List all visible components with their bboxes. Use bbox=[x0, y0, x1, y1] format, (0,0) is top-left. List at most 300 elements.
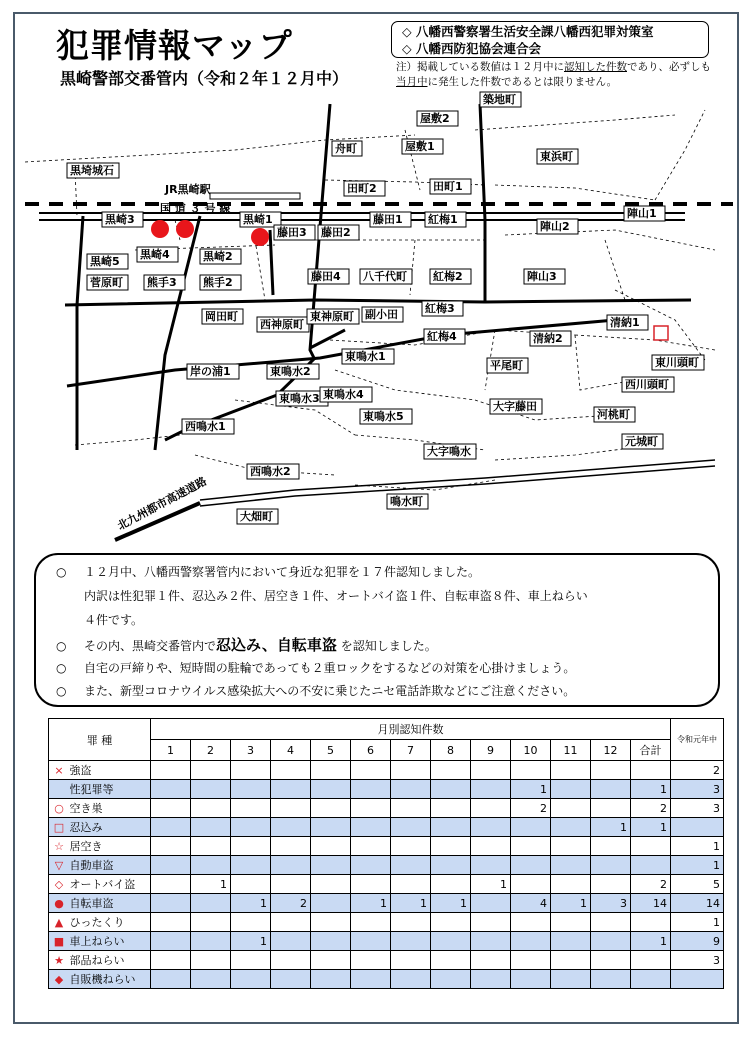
month-count-cell bbox=[591, 761, 631, 780]
crime-symbol-icon: □ bbox=[53, 821, 65, 834]
summary-line-5: ○ 自宅の戸締りや、短時間の駐輪であっても２重ロックをするなどの対策を心掛けましょう。 bbox=[56, 661, 576, 675]
area-label: 陣山1 bbox=[627, 207, 657, 220]
area-label: 菅原町 bbox=[90, 276, 123, 289]
previous-year-cell: 9 bbox=[671, 932, 724, 951]
month-count-cell bbox=[311, 875, 351, 894]
month-count-cell bbox=[551, 780, 591, 799]
summary-line-4: ○ その内、黒崎交番管内で忍込み、自転車盗 を認知しました。 bbox=[56, 636, 437, 654]
crime-name: 空き巣 bbox=[66, 802, 103, 815]
crime-symbol-icon: ▽ bbox=[54, 859, 64, 872]
table-row bbox=[49, 818, 724, 837]
crime-type-cell bbox=[49, 761, 151, 780]
month-count-cell bbox=[271, 951, 311, 970]
previous-year-cell bbox=[671, 818, 724, 837]
note-suffix: に発生した件数であるとは限りません。 bbox=[427, 76, 618, 88]
month-count-cell bbox=[471, 837, 511, 856]
month-count-cell bbox=[431, 932, 471, 951]
month-count-cell bbox=[471, 780, 511, 799]
month-count-cell: 1 bbox=[431, 894, 471, 913]
month-count-cell bbox=[471, 951, 511, 970]
area-label: 黒崎1 bbox=[243, 213, 273, 226]
table-row bbox=[49, 799, 724, 818]
month-count-cell bbox=[151, 761, 191, 780]
area-label: 河桃町 bbox=[597, 408, 630, 421]
monthly-count-header: 月別認知件数 bbox=[151, 719, 671, 740]
area-label: 東鳴水2 bbox=[270, 365, 311, 378]
crime-name: ひったくり bbox=[66, 916, 125, 929]
month-count-cell bbox=[191, 761, 231, 780]
month-count-cell bbox=[551, 799, 591, 818]
month-count-cell: 1 bbox=[471, 875, 511, 894]
table-body bbox=[49, 761, 724, 989]
crime-name: 自動車盗 bbox=[66, 859, 114, 872]
crime-type-cell bbox=[49, 951, 151, 970]
summary-line-6: ○ また、新型コロナウイルス感染拡大への不安に乗じたニセ電話詐欺などにご注意ください。 bbox=[56, 684, 576, 698]
month-count-cell bbox=[311, 913, 351, 932]
org-line-1: ◇ 八幡西警察署生活安全課八幡西犯罪対策室 bbox=[402, 24, 654, 39]
area-label: 清納2 bbox=[533, 332, 563, 345]
area-label: 屋敷2 bbox=[420, 112, 450, 125]
month-count-cell bbox=[351, 875, 391, 894]
month-count-cell: 1 bbox=[511, 780, 551, 799]
month-count-cell bbox=[351, 761, 391, 780]
month-count-cell bbox=[351, 913, 391, 932]
month-count-cell bbox=[271, 818, 311, 837]
month-count-cell bbox=[231, 780, 271, 799]
note-middle: であり、必ずしも bbox=[627, 61, 711, 73]
month-count-cell bbox=[591, 913, 631, 932]
table-row bbox=[49, 761, 724, 780]
crime-map bbox=[15, 90, 741, 545]
month-count-cell bbox=[231, 913, 271, 932]
month-count-cell bbox=[591, 932, 631, 951]
area-label: 八千代町 bbox=[363, 270, 407, 283]
month-header: 6 bbox=[351, 740, 391, 761]
total-cell bbox=[631, 970, 671, 989]
month-count-cell bbox=[151, 799, 191, 818]
month-count-cell bbox=[151, 856, 191, 875]
disclaimer-note bbox=[396, 60, 736, 90]
month-count-cell bbox=[191, 913, 231, 932]
crime-statistics-table bbox=[48, 718, 724, 989]
crime-name: 忍込み bbox=[66, 821, 103, 834]
month-count-cell bbox=[391, 875, 431, 894]
month-header: 10 bbox=[511, 740, 551, 761]
month-count-cell bbox=[391, 761, 431, 780]
month-header: 5 bbox=[311, 740, 351, 761]
area-label: 岸の浦1 bbox=[190, 365, 231, 378]
month-header: 4 bbox=[271, 740, 311, 761]
crime-type-header: 罪 種 bbox=[49, 719, 151, 761]
area-label: 平尾町 bbox=[490, 359, 523, 372]
total-cell bbox=[631, 856, 671, 875]
month-count-cell bbox=[511, 970, 551, 989]
area-label: 田町1 bbox=[433, 180, 463, 193]
month-count-cell: 1 bbox=[231, 932, 271, 951]
crime-name: 自転車盗 bbox=[66, 897, 114, 910]
month-count-cell bbox=[431, 970, 471, 989]
area-label: 藤田2 bbox=[321, 226, 351, 239]
month-count-cell bbox=[191, 837, 231, 856]
month-count-cell bbox=[191, 951, 231, 970]
organization-box bbox=[391, 21, 709, 58]
month-count-cell bbox=[431, 913, 471, 932]
month-count-cell bbox=[471, 913, 511, 932]
month-count-cell bbox=[231, 818, 271, 837]
area-label: 清納1 bbox=[610, 316, 640, 329]
crime-name: 自販機ねらい bbox=[66, 973, 136, 986]
total-cell bbox=[631, 837, 671, 856]
crime-type-cell bbox=[49, 780, 151, 799]
month-header: 3 bbox=[231, 740, 271, 761]
month-count-cell bbox=[511, 761, 551, 780]
area-label: 陣山2 bbox=[540, 220, 570, 233]
month-count-cell bbox=[431, 837, 471, 856]
area-label: 元城町 bbox=[625, 435, 658, 448]
area-label: 藤田1 bbox=[373, 213, 403, 226]
month-count-cell bbox=[351, 951, 391, 970]
month-count-cell bbox=[231, 837, 271, 856]
month-count-cell bbox=[471, 970, 511, 989]
month-count-cell bbox=[151, 780, 191, 799]
month-count-cell: 1 bbox=[351, 894, 391, 913]
month-count-cell bbox=[351, 799, 391, 818]
month-count-cell bbox=[511, 837, 551, 856]
month-count-cell: 3 bbox=[591, 894, 631, 913]
crime-name: 居空き bbox=[66, 840, 103, 853]
area-label: 黒崎2 bbox=[203, 250, 233, 263]
month-count-cell bbox=[591, 856, 631, 875]
area-label: 東鳴水1 bbox=[345, 350, 386, 363]
crime-type-cell bbox=[49, 818, 151, 837]
month-count-cell bbox=[431, 818, 471, 837]
month-count-cell bbox=[191, 799, 231, 818]
area-label: 紅梅3 bbox=[425, 302, 455, 315]
month-header: 11 bbox=[551, 740, 591, 761]
summary-line-3: ４件です。 bbox=[84, 613, 144, 627]
area-label: 西神原町 bbox=[260, 318, 304, 331]
bicycle-theft-marker bbox=[151, 220, 169, 238]
crime-symbol-icon: ● bbox=[54, 897, 64, 910]
month-count-cell bbox=[151, 951, 191, 970]
area-label: 熊手3 bbox=[147, 276, 177, 289]
month-count-cell: 2 bbox=[271, 894, 311, 913]
month-count-cell bbox=[311, 951, 351, 970]
month-count-cell bbox=[271, 799, 311, 818]
month-count-cell bbox=[271, 913, 311, 932]
total-cell: 2 bbox=[631, 875, 671, 894]
month-count-cell bbox=[191, 970, 231, 989]
crime-symbol-icon: ◇ bbox=[54, 878, 64, 891]
bicycle-theft-marker bbox=[251, 228, 269, 246]
month-count-cell bbox=[351, 780, 391, 799]
area-label: 熊手2 bbox=[203, 276, 233, 289]
summary-line-2: 内訳は性犯罪１件、忍込み２件、居空き１件、オートバイ盗１件、自転車盗８件、車上ねらい bbox=[84, 589, 588, 603]
area-label: 東鳴水5 bbox=[363, 410, 404, 423]
previous-year-header: 令和元年中 bbox=[671, 719, 724, 761]
previous-year-cell: 14 bbox=[671, 894, 724, 913]
month-count-cell bbox=[271, 761, 311, 780]
jr-kurosaki-station bbox=[164, 182, 300, 199]
month-count-cell bbox=[591, 951, 631, 970]
crime-name: 車上ねらい bbox=[66, 935, 125, 948]
month-count-cell bbox=[191, 780, 231, 799]
previous-year-cell: 1 bbox=[671, 856, 724, 875]
crime-symbol-icon: ◆ bbox=[54, 973, 64, 986]
month-header: 2 bbox=[191, 740, 231, 761]
area-label: 舟町 bbox=[335, 142, 357, 155]
bicycle-theft-marker bbox=[176, 220, 194, 238]
month-count-cell bbox=[191, 856, 231, 875]
total-cell: 1 bbox=[631, 932, 671, 951]
month-header-row bbox=[49, 740, 724, 761]
month-count-cell bbox=[151, 970, 191, 989]
area-label: 岡田町 bbox=[205, 310, 238, 323]
area-label: 東川頭町 bbox=[655, 356, 699, 369]
area-label: 東浜町 bbox=[540, 150, 573, 163]
crime-type-cell bbox=[49, 970, 151, 989]
month-count-cell bbox=[551, 837, 591, 856]
previous-year-cell: 1 bbox=[671, 837, 724, 856]
area-label: 田町2 bbox=[347, 182, 377, 195]
month-header: 1 bbox=[151, 740, 191, 761]
crime-symbol-icon: × bbox=[54, 764, 64, 777]
total-header: 合計 bbox=[631, 740, 671, 761]
crime-symbol-icon: ▲ bbox=[54, 916, 64, 929]
previous-year-cell: 3 bbox=[671, 780, 724, 799]
month-header: 8 bbox=[431, 740, 471, 761]
table-row bbox=[49, 913, 724, 932]
month-count-cell: 2 bbox=[511, 799, 551, 818]
total-cell bbox=[631, 951, 671, 970]
note-underlined-1: 認知した件数 bbox=[564, 61, 627, 73]
month-count-cell bbox=[311, 780, 351, 799]
month-count-cell bbox=[271, 856, 311, 875]
month-count-cell bbox=[511, 856, 551, 875]
month-count-cell bbox=[431, 761, 471, 780]
month-count-cell bbox=[511, 875, 551, 894]
area-label: 西川頭町 bbox=[625, 378, 669, 391]
area-label: 黒崎4 bbox=[140, 248, 170, 261]
month-count-cell bbox=[391, 951, 431, 970]
month-count-cell bbox=[551, 875, 591, 894]
area-label: 築地町 bbox=[483, 93, 516, 106]
month-count-cell bbox=[591, 799, 631, 818]
month-count-cell bbox=[431, 780, 471, 799]
area-labels bbox=[67, 92, 704, 524]
crime-type-cell bbox=[49, 932, 151, 951]
area-label: 西鳴水1 bbox=[185, 420, 226, 433]
page-subtitle: 黒崎警部交番管内（令和２年１２月中） bbox=[60, 69, 349, 88]
month-count-cell bbox=[511, 932, 551, 951]
table-row bbox=[49, 875, 724, 894]
month-count-cell bbox=[311, 818, 351, 837]
month-count-cell bbox=[351, 970, 391, 989]
month-count-cell bbox=[151, 894, 191, 913]
month-count-cell bbox=[551, 856, 591, 875]
month-count-cell bbox=[191, 932, 231, 951]
month-count-cell bbox=[271, 780, 311, 799]
month-count-cell bbox=[271, 837, 311, 856]
table-row bbox=[49, 856, 724, 875]
summary-box bbox=[34, 553, 720, 707]
month-count-cell bbox=[311, 894, 351, 913]
month-count-cell bbox=[551, 818, 591, 837]
area-label: 東神原町 bbox=[310, 310, 354, 323]
crime-name: 性犯罪等 bbox=[66, 783, 114, 796]
area-label: 屋敷1 bbox=[405, 140, 435, 153]
month-count-cell: 1 bbox=[551, 894, 591, 913]
month-count-cell bbox=[471, 818, 511, 837]
table-row bbox=[49, 894, 724, 913]
month-count-cell bbox=[551, 932, 591, 951]
month-count-cell bbox=[431, 799, 471, 818]
month-count-cell bbox=[471, 856, 511, 875]
month-count-cell bbox=[231, 875, 271, 894]
month-count-cell bbox=[311, 932, 351, 951]
month-count-cell bbox=[391, 856, 431, 875]
month-count-cell bbox=[471, 894, 511, 913]
month-count-cell bbox=[511, 913, 551, 932]
month-count-cell bbox=[311, 837, 351, 856]
month-header: 12 bbox=[591, 740, 631, 761]
total-cell bbox=[631, 913, 671, 932]
crime-type-cell bbox=[49, 856, 151, 875]
month-count-cell bbox=[191, 894, 231, 913]
month-count-cell bbox=[151, 818, 191, 837]
month-count-cell bbox=[551, 913, 591, 932]
month-count-cell bbox=[271, 932, 311, 951]
month-count-cell bbox=[471, 799, 511, 818]
station-label: JR黒崎駅 bbox=[165, 183, 211, 196]
area-label: 陣山3 bbox=[527, 270, 557, 283]
month-count-cell bbox=[151, 837, 191, 856]
area-label: 大字藤田 bbox=[493, 400, 537, 413]
area-label: 藤田3 bbox=[277, 226, 307, 239]
month-count-cell bbox=[551, 761, 591, 780]
month-header: 7 bbox=[391, 740, 431, 761]
month-count-cell bbox=[391, 818, 431, 837]
crime-type-cell bbox=[49, 894, 151, 913]
previous-year-cell: 5 bbox=[671, 875, 724, 894]
month-count-cell bbox=[151, 932, 191, 951]
previous-year-cell bbox=[671, 970, 724, 989]
area-label: 紅梅4 bbox=[427, 330, 457, 343]
crime-symbol-icon: ★ bbox=[54, 954, 64, 967]
month-count-cell bbox=[191, 818, 231, 837]
total-cell: 14 bbox=[631, 894, 671, 913]
table-row bbox=[49, 970, 724, 989]
total-cell: 2 bbox=[631, 799, 671, 818]
org-line-2: ◇ 八幡西防犯協会連合会 bbox=[402, 41, 541, 56]
note-prefix: 注）掲載している数値は１２月中に bbox=[396, 61, 564, 73]
area-label: 紅梅2 bbox=[433, 270, 463, 283]
month-count-cell: 4 bbox=[511, 894, 551, 913]
crime-symbol-icon: ☆ bbox=[54, 840, 64, 853]
area-label: 大畑町 bbox=[240, 510, 273, 523]
previous-year-cell: 3 bbox=[671, 951, 724, 970]
month-count-cell bbox=[471, 932, 511, 951]
crime-type-cell bbox=[49, 837, 151, 856]
month-count-cell bbox=[391, 913, 431, 932]
month-count-cell bbox=[151, 875, 191, 894]
month-count-cell: 1 bbox=[391, 894, 431, 913]
month-count-cell bbox=[391, 837, 431, 856]
crime-name: 部品ねらい bbox=[66, 954, 125, 967]
total-cell bbox=[631, 761, 671, 780]
month-count-cell bbox=[471, 761, 511, 780]
month-count-cell bbox=[311, 856, 351, 875]
month-count-cell bbox=[311, 970, 351, 989]
crime-type-cell bbox=[49, 875, 151, 894]
month-count-cell bbox=[551, 951, 591, 970]
summary-line-1: ○ １２月中、八幡西警察署管内において身近な犯罪を１７件認知しました。 bbox=[56, 565, 481, 579]
month-count-cell bbox=[511, 951, 551, 970]
month-count-cell bbox=[591, 970, 631, 989]
area-label: 黒埼城石 bbox=[70, 164, 114, 177]
month-count-cell bbox=[231, 970, 271, 989]
month-count-cell bbox=[311, 799, 351, 818]
table-row bbox=[49, 780, 724, 799]
area-label: 西鳴水2 bbox=[250, 465, 291, 478]
month-count-cell bbox=[351, 837, 391, 856]
crime-symbol-icon: ■ bbox=[53, 935, 65, 948]
month-count-cell bbox=[551, 970, 591, 989]
previous-year-cell: 2 bbox=[671, 761, 724, 780]
month-header: 9 bbox=[471, 740, 511, 761]
area-label: 紅梅1 bbox=[428, 213, 458, 226]
crime-symbol-icon: ○ bbox=[54, 802, 64, 815]
month-count-cell bbox=[231, 856, 271, 875]
crime-name: 強盗 bbox=[66, 764, 92, 777]
table-row bbox=[49, 837, 724, 856]
break-in-marker bbox=[654, 326, 668, 340]
month-count-cell bbox=[431, 875, 471, 894]
area-label: 黒崎3 bbox=[105, 213, 135, 226]
table-row bbox=[49, 951, 724, 970]
previous-year-cell: 1 bbox=[671, 913, 724, 932]
month-count-cell bbox=[311, 761, 351, 780]
month-count-cell bbox=[391, 780, 431, 799]
crime-type-cell bbox=[49, 799, 151, 818]
area-label: 大字鳴水 bbox=[427, 445, 471, 458]
area-label: 藤田4 bbox=[311, 270, 341, 283]
month-count-cell bbox=[151, 913, 191, 932]
crime-type-cell bbox=[49, 913, 151, 932]
previous-year-cell: 3 bbox=[671, 799, 724, 818]
area-label: 副小田 bbox=[365, 308, 398, 321]
month-count-cell: 1 bbox=[191, 875, 231, 894]
total-cell: 1 bbox=[631, 780, 671, 799]
page-title: 犯罪情報マップ bbox=[56, 26, 293, 65]
month-count-cell bbox=[391, 932, 431, 951]
expressway-label: 北九州都市高速道路 bbox=[115, 474, 209, 533]
month-count-cell bbox=[431, 856, 471, 875]
month-count-cell bbox=[431, 951, 471, 970]
month-count-cell bbox=[391, 799, 431, 818]
crime-name: オートバイ盗 bbox=[66, 878, 136, 891]
total-cell: 1 bbox=[631, 818, 671, 837]
note-underlined-2: 当月中 bbox=[396, 76, 428, 88]
month-count-cell bbox=[511, 818, 551, 837]
month-count-cell bbox=[271, 970, 311, 989]
month-count-cell: 1 bbox=[231, 894, 271, 913]
month-count-cell bbox=[351, 818, 391, 837]
month-count-cell bbox=[271, 875, 311, 894]
table-row bbox=[49, 932, 724, 951]
month-count-cell bbox=[591, 780, 631, 799]
month-count-cell bbox=[351, 932, 391, 951]
